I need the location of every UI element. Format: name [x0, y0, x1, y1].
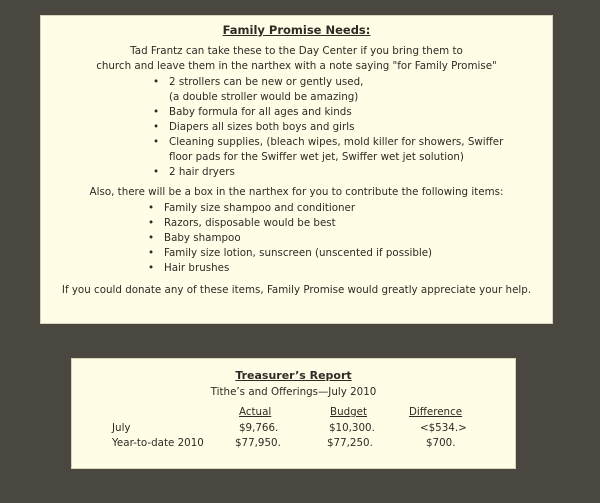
list-item: [148, 246, 538, 261]
family-promise-needs-panel: [40, 15, 553, 324]
header-actual: Actual: [239, 406, 272, 418]
treasurers-report-panel: [71, 358, 516, 469]
list-item: [153, 75, 538, 105]
list-item-text: Diapers all sizes both boys and girls: [169, 121, 355, 133]
row-budget: $10,300.: [329, 422, 375, 434]
bullet-icon: •: [153, 166, 160, 178]
closing-text: If you could donate any of these items, Family Promise would greatly appreciate your help.: [61, 284, 532, 296]
row-label: July: [112, 422, 131, 434]
list-item: [153, 165, 538, 180]
header-difference: Difference: [409, 406, 463, 418]
list-item-text: Family size shampoo and conditioner: [164, 202, 356, 214]
list-item-text: 2 strollers can be new or gently used,: [169, 76, 364, 88]
intro-text: [55, 44, 538, 74]
row-difference: <$534.>: [420, 422, 467, 434]
needs-list: [153, 75, 538, 180]
list-item: [148, 216, 538, 231]
needs-title: Family Promise Needs:: [222, 23, 371, 37]
bullet-icon: •: [148, 217, 155, 229]
row-label: Year-to-date 2010: [112, 437, 204, 449]
report-subtitle: Tithe’s and Offerings—July 2010: [210, 386, 377, 398]
list-item: [148, 231, 538, 246]
bullet-icon: •: [148, 247, 155, 259]
bullet-icon: •: [153, 121, 160, 133]
bullet-icon: •: [148, 202, 155, 214]
list-item: [153, 120, 538, 135]
list-item-text: Family size lotion, sunscreen (unscented if possible): [164, 247, 433, 259]
report-title: Treasurer’s Report: [235, 369, 352, 382]
bullet-icon: •: [153, 136, 160, 148]
list-item-text: 2 hair dryers: [169, 166, 235, 178]
list-item-text: Baby shampoo: [164, 232, 241, 244]
list-item: [148, 261, 538, 276]
row-difference: $700.: [426, 437, 456, 449]
list-item-text: floor pads for the Swiffer wet jet, Swiffer wet jet solution): [169, 151, 464, 163]
list-item-text: Hair brushes: [164, 262, 230, 274]
box-text: Also, there will be a box in the narthex for you to contribute the following items:: [89, 186, 504, 198]
list-item-text: Cleaning supplies, (bleach wipes, mold killer for showers, Swiffer: [169, 136, 504, 148]
row-actual: $77,950.: [235, 437, 281, 449]
bullet-icon: •: [153, 106, 160, 118]
row-budget: $77,250.: [327, 437, 373, 449]
header-budget: Budget: [330, 406, 368, 418]
list-item: [153, 135, 538, 165]
bullet-icon: •: [148, 262, 155, 274]
intro-line: church and leave them in the narthex with a note saying "for Family Promise": [96, 60, 497, 72]
box-items-list: [148, 201, 538, 276]
bullet-icon: •: [148, 232, 155, 244]
bullet-icon: •: [153, 76, 160, 88]
list-item: [153, 105, 538, 120]
intro-line: Tad Frantz can take these to the Day Center if you bring them to: [130, 45, 463, 57]
list-item-text: Razors, disposable would be best: [164, 217, 336, 229]
row-actual: $9,766.: [239, 422, 279, 434]
list-item: [148, 201, 538, 216]
report-table: [72, 406, 515, 452]
list-item-text: (a double stroller would be amazing): [169, 91, 359, 103]
list-item-text: Baby formula for all ages and kinds: [169, 106, 352, 118]
